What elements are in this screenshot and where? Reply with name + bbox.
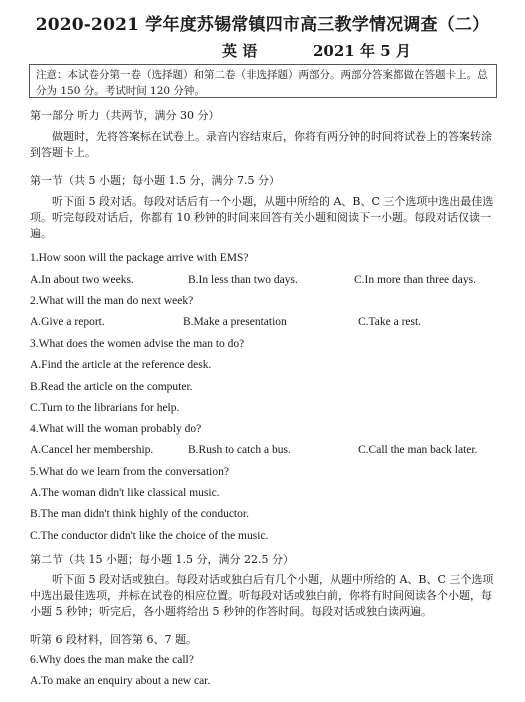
q5-option-b: B.The man didn't think highly of the conductor. xyxy=(30,508,249,520)
q4-stem: 4.What will the woman probably do? xyxy=(30,423,202,435)
q5-option-c: C.The conductor didn't like the choice of the music. xyxy=(30,530,269,542)
q4-option-b: B.Rush to catch a bus. xyxy=(188,444,291,456)
section2-heading: 第二节（共 15 小题；每小题 1.5 分，满分 22.5 分） xyxy=(30,553,294,566)
q3-option-b: B.Read the article on the computer. xyxy=(30,381,193,393)
section1-heading: 第一节（共 5 小题；每小题 1.5 分，满分 7.5 分） xyxy=(30,174,280,187)
q1-option-b: B.In less than two days. xyxy=(188,274,298,286)
q2-option-b: B.Make a presentation xyxy=(183,316,287,328)
q1-option-a: A.In about two weeks. xyxy=(30,274,134,286)
q2-option-c: C.Take a rest. xyxy=(358,316,422,328)
q5-stem: 5.What do we learn from the conversation? xyxy=(30,466,229,478)
material-6-note: 听第 6 段材料，回答第 6、7 题。 xyxy=(30,633,197,646)
q2-option-a: A.Give a report. xyxy=(30,316,105,328)
q4-option-c: C.Call the man back later. xyxy=(358,444,478,456)
q3-option-a: A.Find the article at the reference desk. xyxy=(30,359,212,371)
part1-instruction: 做题时，先将答案标在试卷上。录音内容结束后，你将有两分钟的时间将试卷上的答案转涂到答题卡上。 xyxy=(30,130,492,159)
q6-option-a: A.To make an enquiry about a new car. xyxy=(30,675,211,687)
q3-stem: 3.What does the women advise the man to do? xyxy=(30,338,245,350)
q2-stem: 2.What will the man do next week? xyxy=(30,295,194,307)
exam-date: 2021 年 5 月 xyxy=(313,42,411,60)
part1-heading: 第一部分 听力（共两节，满分 30 分） xyxy=(30,109,220,122)
q4-option-a: A.Cancel her membership. xyxy=(30,444,154,456)
subject-label: 英 语 xyxy=(222,42,258,60)
notice-box: 注意：本试卷分第一卷（选择题）和第二卷（非选择题）两部分。两部分答案都做在答题卡上。总分为 150 分。考试时间 120 分钟。 xyxy=(29,64,497,98)
q5-option-a: A.The woman didn't like classical music. xyxy=(30,487,220,499)
q3-option-c: C.Turn to the librarians for help. xyxy=(30,402,180,414)
section2-instruction: 听下面 5 段对话或独白。每段对话或独白后有几个小题，从题中所给的 A、B、C 三个选项中选出最佳选项，并标在试卷的相应位置。听每段对话或独白前，你将有时间阅读各个小题，每小题 5 秒钟；听完后，各小题将给出 5 秒钟的作答时间。每段对话或独白读两遍。 xyxy=(30,573,494,618)
q1-option-c: C.In more than three days. xyxy=(354,274,476,286)
section1-instruction: 听下面 5 段对话。每段对话后有一个小题，从题中所给的 A、B、C 三个选项中选出最佳选项。听完每段对话后，你都有 10 秒钟的时间来回答有关小题和阅读下一小题。每段对话仅读一遍。 xyxy=(30,195,494,240)
q1-stem: 1.How soon will the package arrive with EMS? xyxy=(30,252,249,264)
exam-title: 2020-2021 学年度苏锡常镇四市高三教学情况调查（二） xyxy=(35,15,490,35)
q6-stem: 6.Why does the man make the call? xyxy=(30,654,194,666)
